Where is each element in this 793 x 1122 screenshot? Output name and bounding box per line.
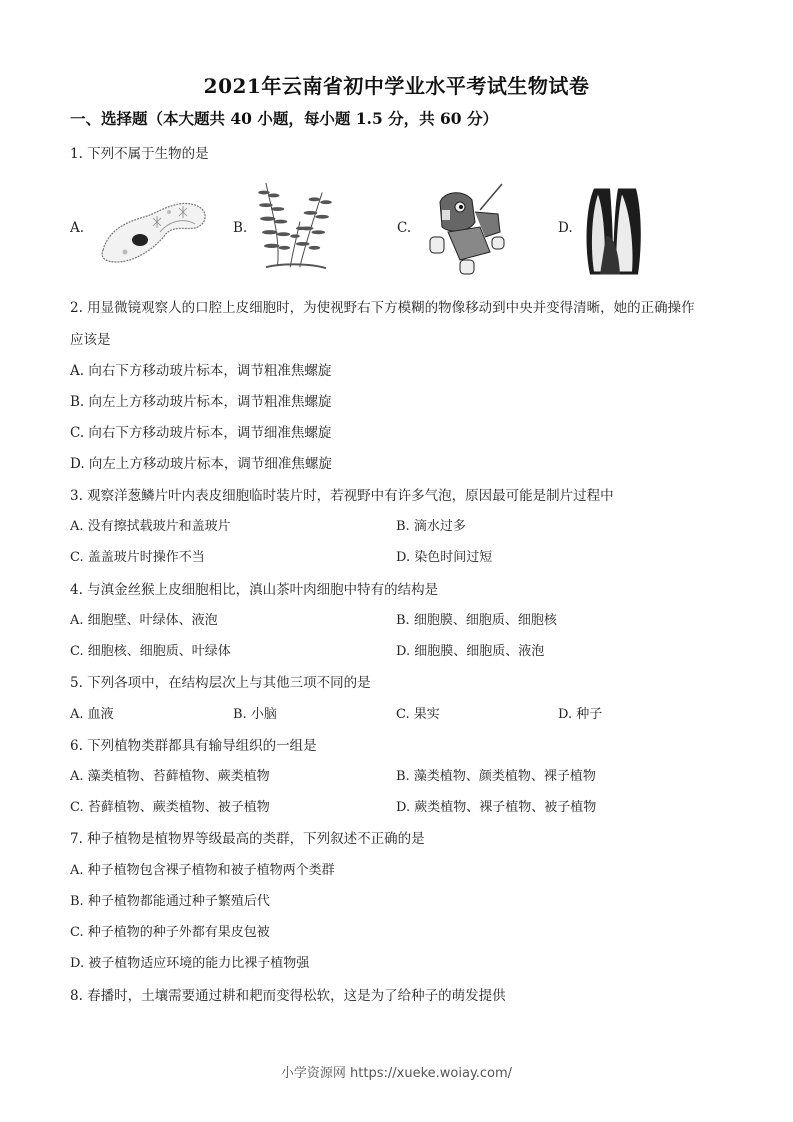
q6-option-d: D. 蕨类植物、裸子植物、被子植物 — [396, 800, 597, 815]
q4-option-c: C. 细胞核、细胞质、叶绿体 — [70, 644, 231, 659]
robot-dog-icon — [420, 182, 515, 277]
q4-option-d: D. 细胞膜、细胞质、液泡 — [396, 644, 545, 659]
q2-option-b: B. 向左上方移动玻片标本，调节粗准焦螺旋 — [70, 394, 332, 410]
q7-option-b: B. 种子植物都能通过种子繁殖后代 — [70, 894, 270, 909]
question-5-stem: 5. 下列各项中，在结构层次上与其他三项不同的是 — [70, 675, 371, 691]
q5-option-b: B. 小脑 — [233, 707, 277, 722]
q1-option-d-label: D. — [558, 220, 573, 236]
page-title: 2021年云南省初中学业水平考试生物试卷 — [203, 74, 590, 98]
q7-option-a: A. 种子植物包含裸子植物和被子植物两个类群 — [70, 863, 335, 878]
q5-option-c: C. 果实 — [396, 707, 440, 722]
q5-option-a: A. 血液 — [70, 707, 114, 722]
q3-option-c: C. 盖盖玻片时操作不当 — [70, 550, 205, 565]
q6-option-b: B. 藻类植物、颜类植物、裸子植物 — [396, 769, 596, 784]
footer-watermark: 小学资源网 https://xueke.woiay.com/ — [280, 1066, 513, 1081]
fern-plant-icon — [255, 178, 335, 273]
question-8-stem: 8. 春播时，土壤需要通过耕和耙而变得松软，这是为了给种子的萌发提供 — [70, 988, 506, 1004]
q3-option-a: A. 没有擦拭载玻片和盖玻片 — [70, 519, 231, 534]
q5-option-d: D. 种子 — [558, 707, 603, 722]
question-1-stem: 1. 下列不属于生物的是 — [70, 146, 209, 162]
q7-option-c: C. 种子植物的种子外都有果皮包被 — [70, 925, 270, 940]
question-2-stem: 2. 用显微镜观察人的口腔上皮细胞时，为使视野右下方模糊的物像移动到中央并变得清晰，她的正确操作 — [70, 300, 695, 316]
q2-option-a: A. 向右下方移动玻片标本，调节粗准焦螺旋 — [70, 363, 332, 379]
q3-option-d: D. 染色时间过短 — [396, 550, 493, 565]
question-2-stem-continued: 应该是 — [70, 332, 111, 348]
q1-option-b-label: B. — [233, 220, 248, 236]
question-4-stem: 4. 与滇金丝猴上皮细胞相比，滇山茶叶肉细胞中特有的结构是 — [70, 582, 439, 598]
q1-option-a-label: A. — [70, 220, 85, 236]
q4-option-a: A. 细胞壁、叶绿体、液泡 — [70, 613, 218, 628]
q6-option-a: A. 藻类植物、苔藓植物、蕨类植物 — [70, 769, 270, 784]
q4-option-b: B. 细胞膜、细胞质、细胞核 — [396, 613, 557, 628]
q2-option-d: D. 向左上方移动玻片标本，调节细准焦螺旋 — [70, 456, 332, 472]
paramecium-icon — [95, 180, 215, 275]
question-7-stem: 7. 种子植物是植物界等级最高的类群，下列叙述不正确的是 — [70, 831, 425, 847]
q3-option-b: B. 滴水过多 — [396, 519, 466, 534]
question-6-stem: 6. 下列植物类群都具有输导组织的一组是 — [70, 738, 317, 754]
q7-option-d: D. 被子植物适应环境的能力比裸子植物强 — [70, 956, 310, 971]
section-heading: 一、选择题（本大题共 40 小题，每小题 1.5 分，共 60 分） — [70, 109, 498, 128]
penguins-icon — [582, 184, 644, 279]
question-3-stem: 3. 观察洋葱鳞片叶内表皮细胞临时装片时，若视野中有许多气泡，原因最可能是制片过程中 — [70, 488, 614, 504]
q1-option-c-label: C. — [397, 220, 412, 236]
q6-option-c: C. 苔藓植物、蕨类植物、被子植物 — [70, 800, 270, 815]
q2-option-c: C. 向右下方移动玻片标本，调节细准焦螺旋 — [70, 425, 332, 441]
